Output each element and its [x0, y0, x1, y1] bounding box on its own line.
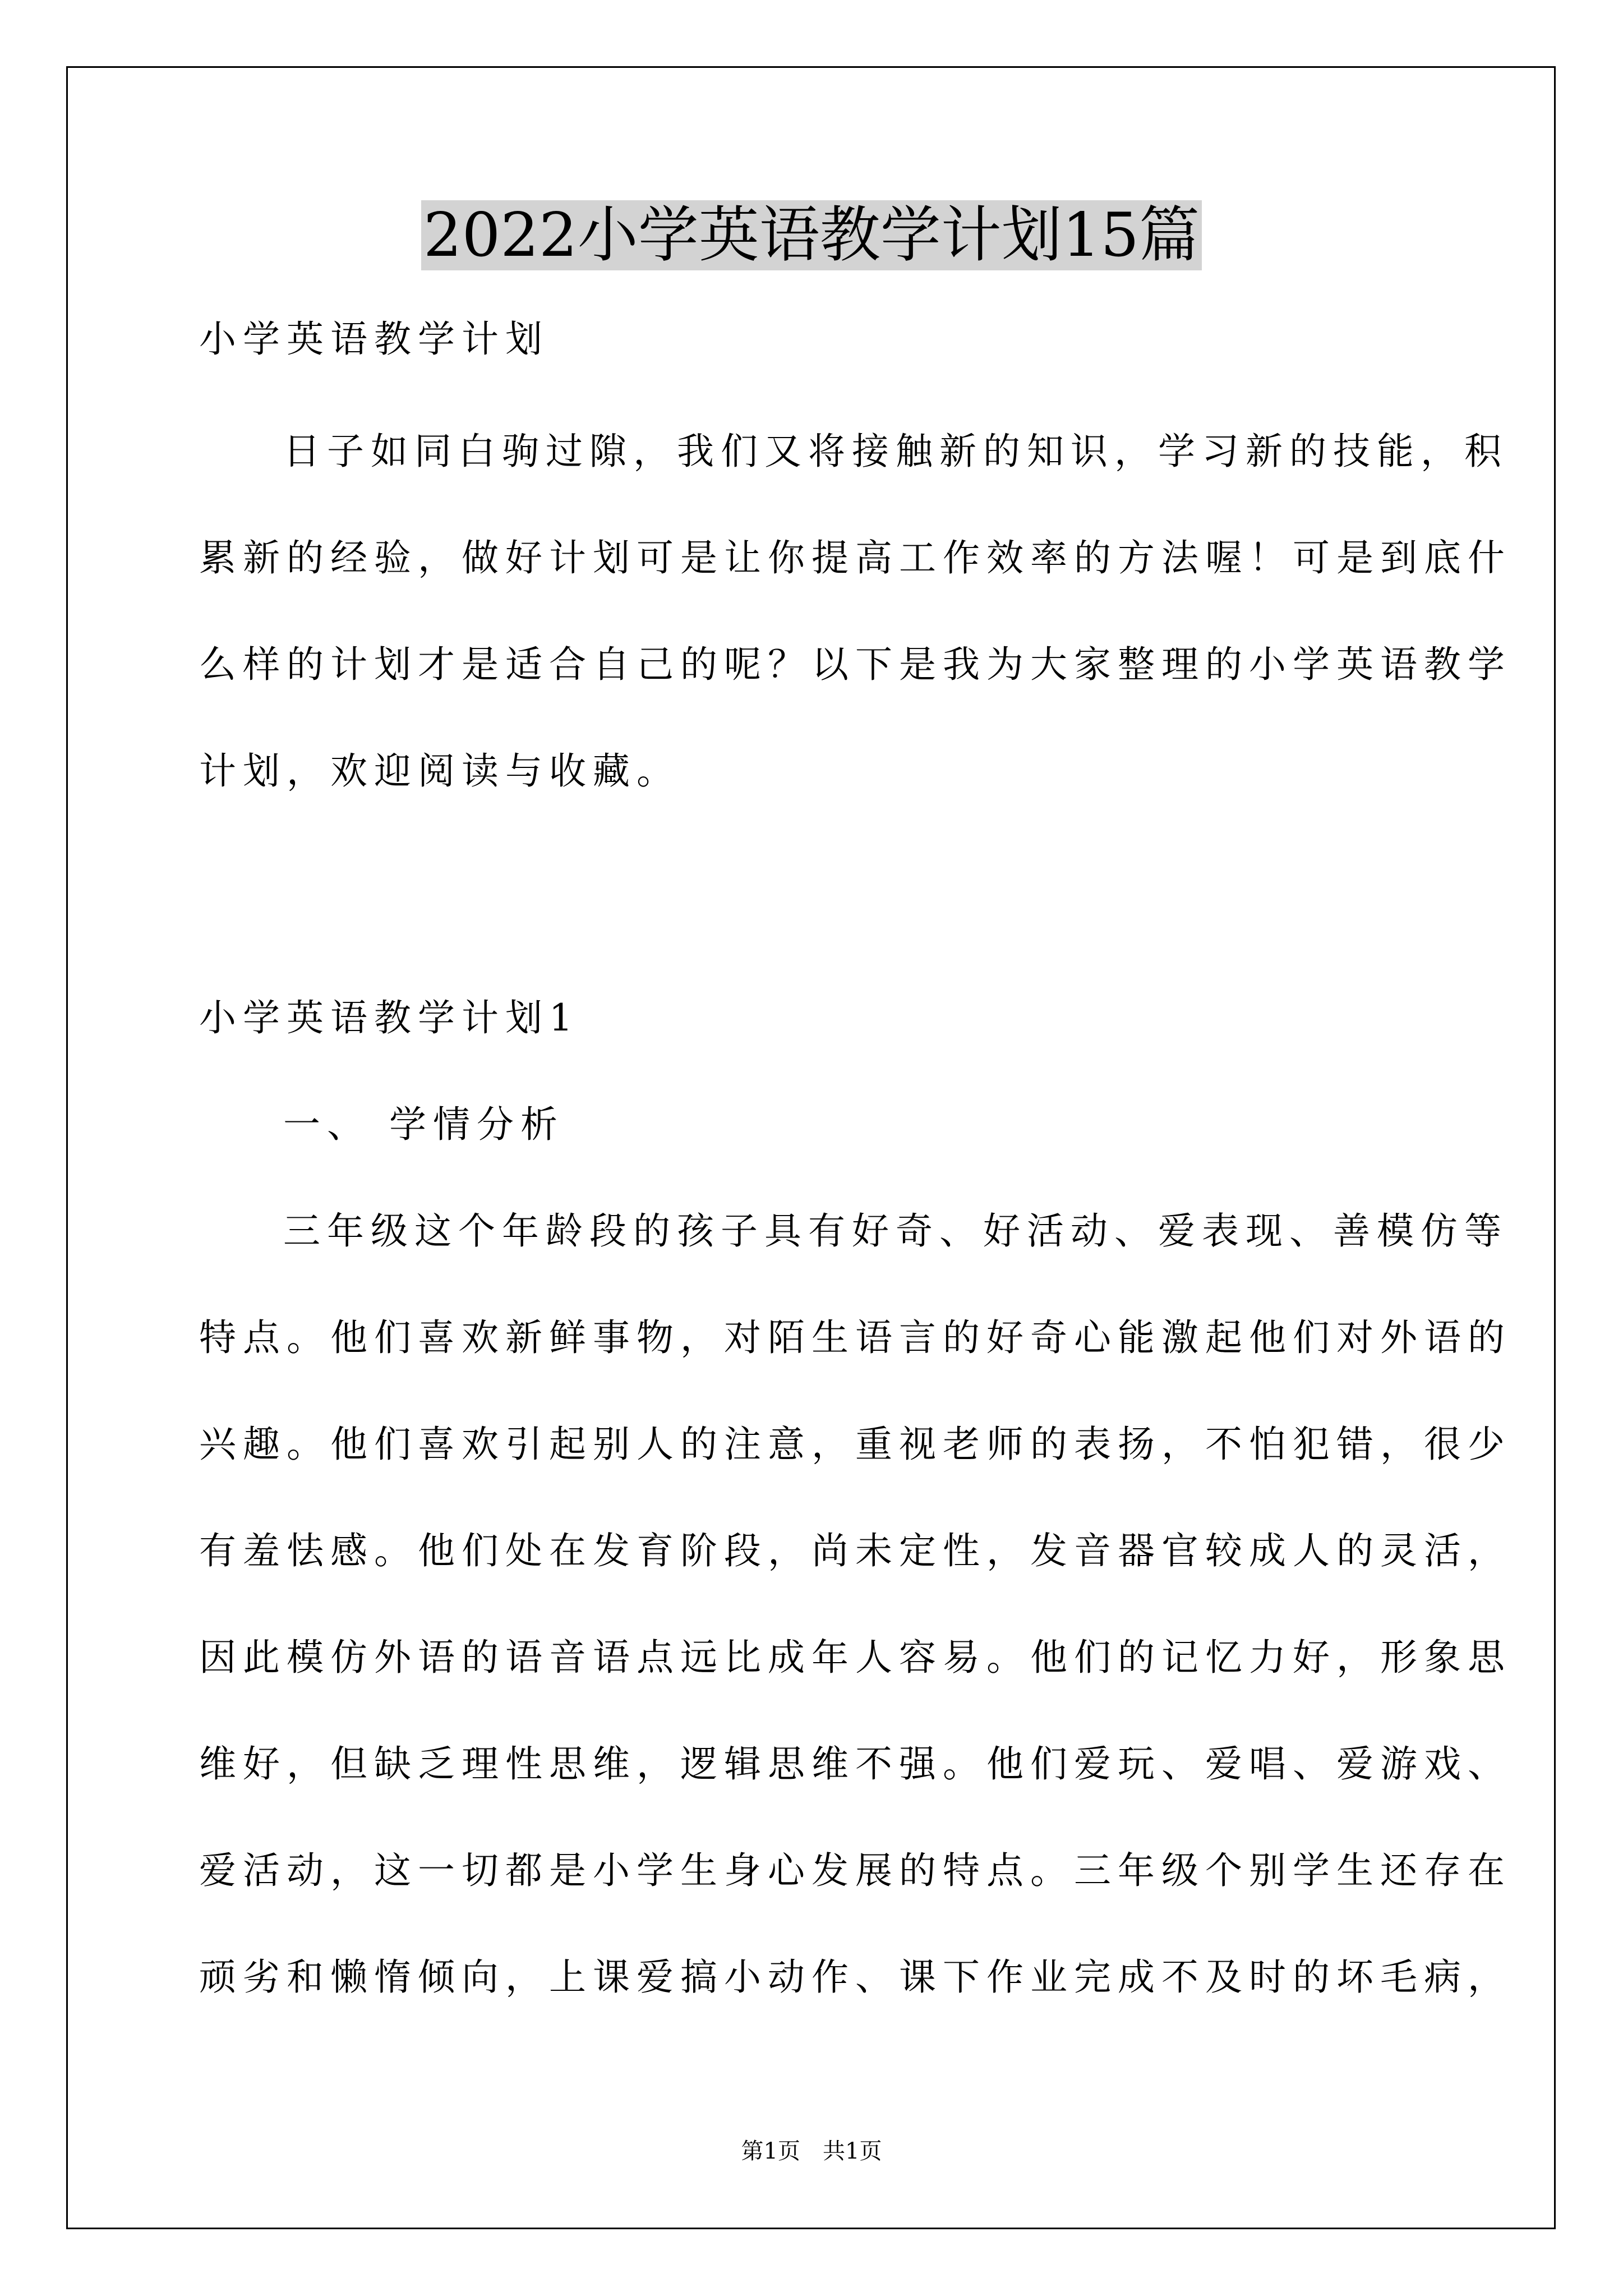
body-line-5: 因此模仿外语的语音语点远比成年人容易。他们的记忆力好，形象思: [199, 1636, 1511, 1679]
document-title: [0, 194, 1623, 278]
intro-line-2: 累新的经验，做好计划可是让你提高工作效率的方法喔！可是到底什: [199, 536, 1511, 579]
intro-line-3: 么样的计划才是适合自己的呢？以下是我为大家整理的小学英语教学: [199, 643, 1511, 686]
body-line-1: 三年级这个年龄段的孩子具有好奇、好活动、爱表现、善模仿等: [283, 1209, 1508, 1253]
intro-heading: 小学英语教学计划: [199, 318, 549, 361]
section1-heading: 小学英语教学计划1: [199, 996, 579, 1039]
body-line-8: 顽劣和懒惰倾向，上课爱搞小动作、课下作业完成不及时的坏毛病，: [199, 1955, 1511, 1999]
subheading-1: 一、 学情分析: [283, 1103, 564, 1146]
body-line-2: 特点。他们喜欢新鲜事物，对陌生语言的好奇心能激起他们对外语的: [199, 1316, 1511, 1359]
page-footer: 第1页 共1页: [741, 2138, 882, 2164]
body-line-6: 维好，但缺乏理性思维，逻辑思维不强。他们爱玩、爱唱、爱游戏、: [199, 1742, 1511, 1786]
body-line-4: 有羞怯感。他们处在发育阶段，尚未定性，发音器官较成人的灵活，: [199, 1529, 1511, 1572]
body-line-7: 爱活动，这一切都是小学生身心发展的特点。三年级个别学生还存在: [199, 1849, 1511, 1892]
intro-line-1: 日子如同白驹过隙，我们又将接触新的知识，学习新的技能，积: [283, 430, 1508, 473]
body-line-3: 兴趣。他们喜欢引起别人的注意，重视老师的表扬，不怕犯错，很少: [199, 1423, 1511, 1466]
document-title-text: 2022小学英语教学计划15篇: [421, 200, 1202, 270]
intro-line-4: 计划，欢迎阅读与收藏。: [199, 749, 680, 793]
